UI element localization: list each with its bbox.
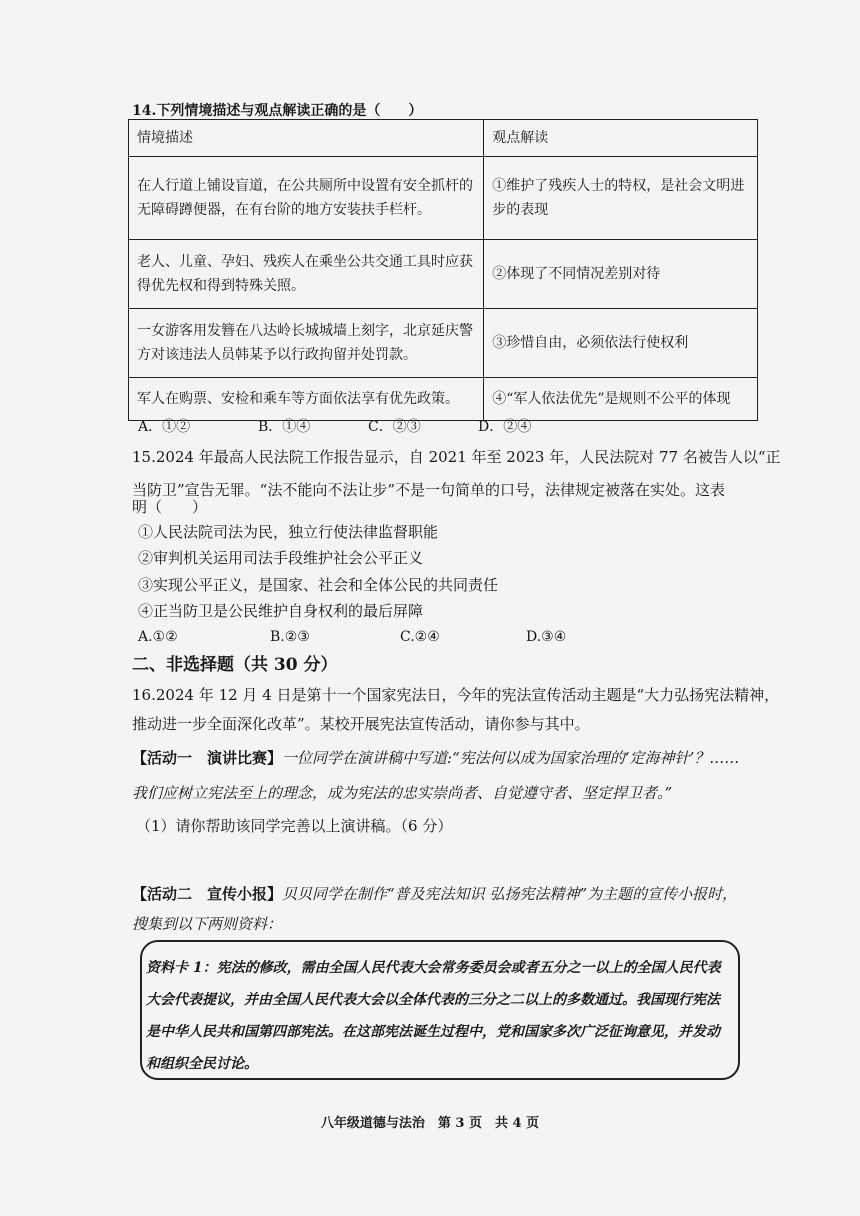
option-c[interactable]: C.②④ bbox=[400, 629, 440, 645]
q15-line: 明（ ） bbox=[132, 498, 208, 516]
page-footer: 八年级道德与法治 第 3 页 共 4 页 bbox=[320, 1116, 540, 1131]
material-card-line: 和组织全民讨论。 bbox=[146, 1056, 258, 1072]
q14-title: 14.下列情境描述与观点解读正确的是（ ） bbox=[132, 103, 423, 119]
scenario-cell: 在人行道上铺设盲道，在公共厕所中设置有安全抓杆的无障碍蹲便器，在有台阶的地方安装扶手栏杆。 bbox=[129, 157, 484, 240]
viewpoint-cell: ③珍惜自由，必须依法行使权利 bbox=[484, 309, 758, 378]
activity2-text: 搜集到以下两则资料： bbox=[132, 915, 283, 933]
header-viewpoint: 观点解读 bbox=[484, 120, 758, 157]
table-row bbox=[129, 378, 758, 421]
option-b[interactable]: B.②③ bbox=[270, 629, 310, 645]
viewpoint-cell: ④“军人依法优先”是规则不公平的体现 bbox=[484, 378, 758, 421]
table-row bbox=[129, 309, 758, 378]
q16-line: 推动进一步全面深化改革”。某校开展宪法宣传活动，请你参与其中。 bbox=[132, 715, 590, 733]
material-card-label: 资料卡 1： bbox=[146, 960, 217, 976]
sub-question-1: （1）请你帮助该同学完善以上演讲稿。（6 分） bbox=[136, 817, 453, 835]
q15-line: 当防卫”宣告无罪。“法不能向不法让步”不是一句简单的口号，法律规定被落在实处。这表 bbox=[132, 481, 726, 499]
q14-table bbox=[128, 119, 758, 421]
option-a[interactable]: A.①② bbox=[138, 629, 178, 645]
section-title: 二、非选择题（共 30 分） bbox=[132, 655, 338, 675]
material-card-line: 资料卡 1：宪法的修改，需由全国人民代表大会常务委员会或者五分之一以上的全国人民代表 bbox=[146, 960, 721, 976]
activity1-text: 一位同学在演讲稿中写道:“宪法何以成为国家治理的‘定海神针’？…… bbox=[282, 749, 740, 767]
q15-options bbox=[138, 629, 738, 649]
table-header-row bbox=[129, 120, 758, 157]
activity1-text: 我们应树立宪法至上的理念，成为宪法的忠实崇尚者、自觉遵守者、坚定捍卫者。” bbox=[132, 784, 673, 802]
activity2-text: 贝贝同学在制作“普及宪法知识 弘扬宪法精神”为主题的宣传小报时， bbox=[282, 885, 738, 903]
viewpoint-cell: ①维护了残疾人士的特权，是社会文明进步的表现 bbox=[484, 157, 758, 240]
viewpoint-cell: ②体现了不同情况差别对待 bbox=[484, 240, 758, 309]
table-row bbox=[129, 157, 758, 240]
option-a[interactable]: A．①② bbox=[138, 419, 191, 435]
scenario-cell: 一女游客用发簪在八达岭长城城墙上刻字，北京延庆警方对该违法人员韩某予以行政拘留并处罚款。 bbox=[129, 309, 484, 378]
option-d[interactable]: D.③④ bbox=[526, 629, 567, 645]
q16-line: 16.2024 年 12 月 4 日是第十一个国家宪法日，今年的宪法宣传活动主题是“大力弘扬宪法精神， bbox=[132, 686, 780, 704]
header-scenario: 情境描述 bbox=[129, 120, 484, 157]
material-card-line: 是中华人民共和国第四部宪法。在这部宪法诞生过程中，党和国家多次广泛征询意见，并发动 bbox=[146, 1024, 720, 1040]
q15-item: ②审判机关运用司法手段维护社会公平正义 bbox=[138, 549, 424, 567]
material-card-1 bbox=[146, 952, 726, 1080]
q14-options bbox=[138, 416, 738, 436]
activity2-label: 【活动二 宣传小报】 bbox=[132, 885, 283, 903]
scenario-cell: 军人在购票、安检和乘车等方面依法享有优先政策。 bbox=[129, 378, 484, 421]
option-c[interactable]: C．②③ bbox=[368, 419, 421, 435]
q15-item: ③实现公平正义，是国家、社会和全体公民的共同责任 bbox=[138, 576, 499, 594]
option-d[interactable]: D．②④ bbox=[478, 419, 532, 435]
activity1-label: 【活动一 演讲比赛】 bbox=[132, 749, 283, 767]
material-card-line: 大会代表提议，并由全国人民代表大会以全体代表的三分之二以上的多数通过。我国现行宪法 bbox=[146, 992, 720, 1008]
table-row bbox=[129, 240, 758, 309]
q15-item: ①人民法院司法为民，独立行使法律监督职能 bbox=[138, 523, 439, 541]
option-b[interactable]: B．①④ bbox=[258, 419, 311, 435]
q15-item: ④正当防卫是公民维护自身权利的最后屏障 bbox=[138, 602, 424, 620]
q15-line: 15.2024 年最高人民法院工作报告显示，自 2021 年至 2023 年，人民法院对 77 名被告人以“正 bbox=[132, 448, 781, 466]
scenario-cell: 老人、儿童、孕妇、残疾人在乘坐公共交通工具时应获得优先权和得到特殊关照。 bbox=[129, 240, 484, 309]
